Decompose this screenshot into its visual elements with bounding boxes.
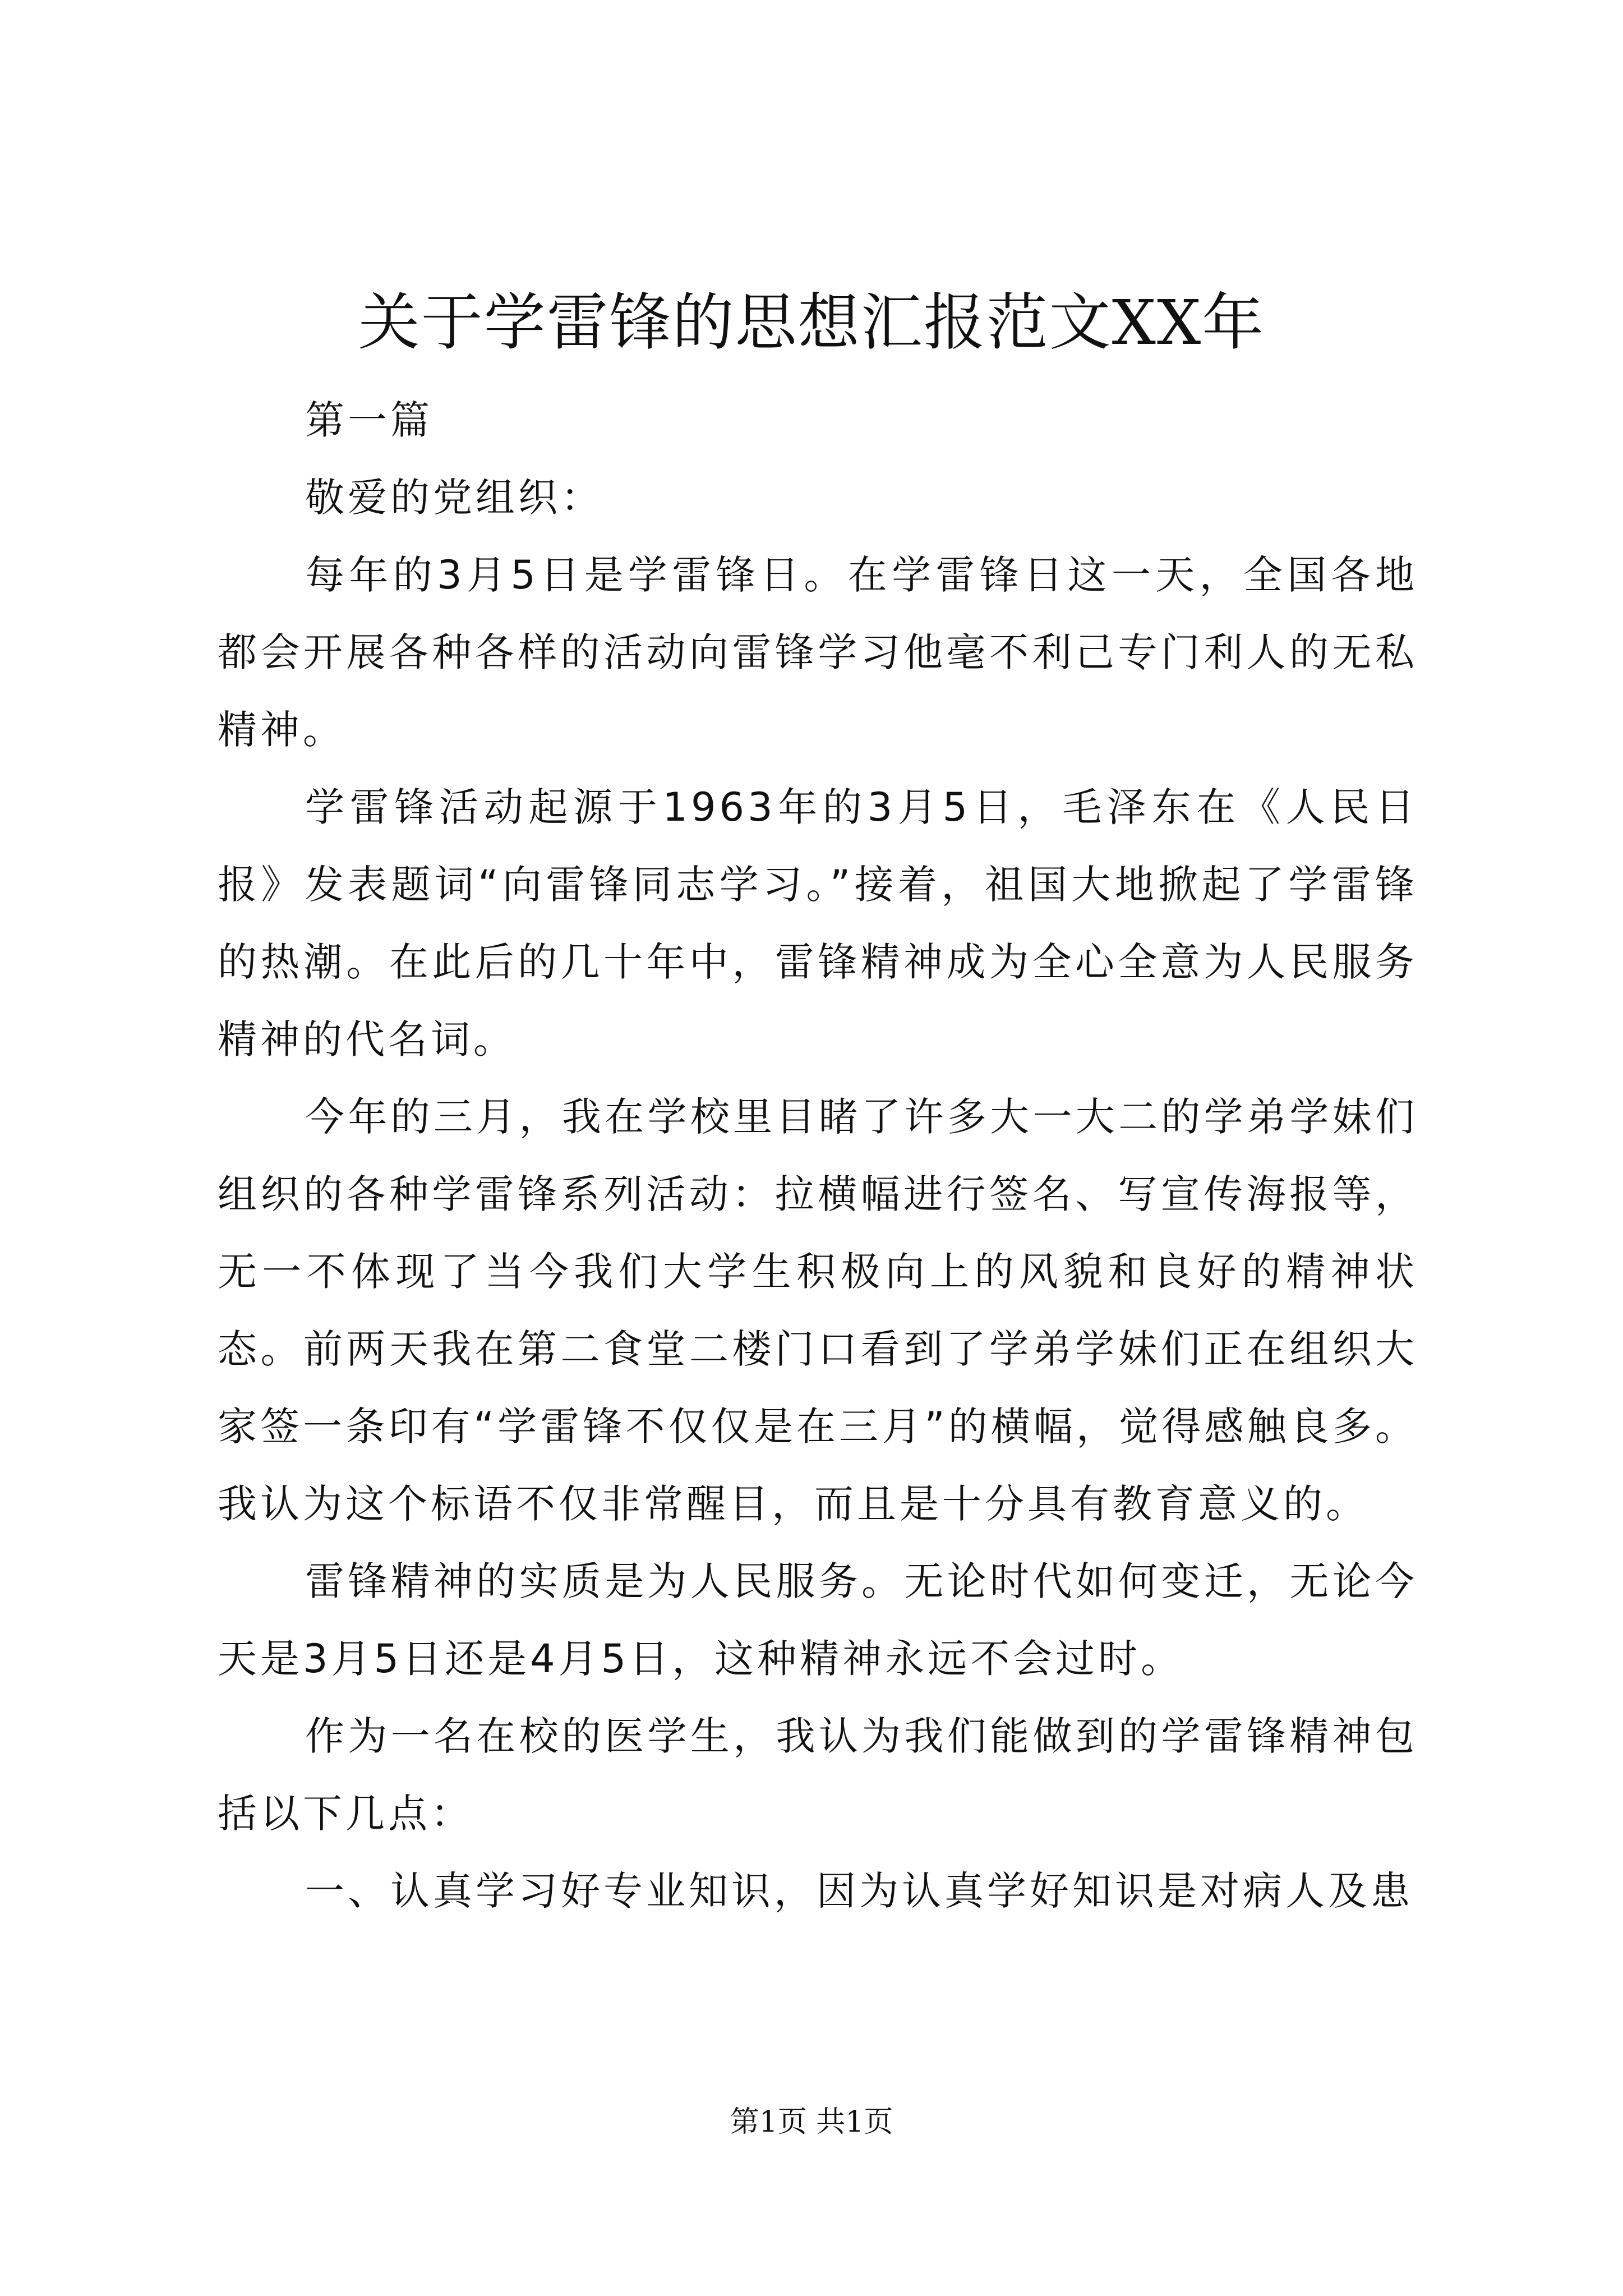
- paragraph: 每年的3月5日是学雷锋日。在学雷锋日这一天，全国各地都会开展各种各样的活动向雷锋学习他毫不利己专门利人的无私精神。: [218, 552, 1418, 753]
- paragraph: 雷锋精神的实质是为人民服务。无论时代如何变迁，无论今天是3月5日还是4月5日，这种精神永远不会过时。: [218, 1558, 1418, 1682]
- paragraph: 今年的三月，我在学校里目睹了许多大一大二的学弟学妹们组织的各种学雷锋系列活动：拉横幅进行签名、写宣传海报等，无一不体现了当今我们大学生积极向上的风貌和良好的精神状态。前两天我在第二食堂二楼门口看到了学弟学妹们正在组织大家签一条印有“学雷锋不仅仅是在三月”的横幅，觉得感触良多。我认为这个标语不仅非常醒目，而且是十分具有教育意义的。: [218, 1094, 1418, 1527]
- document-body: [218, 381, 1418, 1930]
- page-footer: 第1页 共1页: [730, 2105, 893, 2139]
- salutation: 敬爱的党组织：: [305, 475, 603, 521]
- paragraph: 作为一名在校的医学生，我认为我们能做到的学雷锋精神包括以下几点：: [218, 1713, 1418, 1837]
- paragraph: 一、认真学习好专业知识，因为认真学好知识是对病人及患: [305, 1868, 1413, 1914]
- section-heading: 第一篇: [305, 397, 433, 443]
- paragraph: 学雷锋活动起源于1963年的3月5日，毛泽东在《人民日报》发表题词“向雷锋同志学习。”接着，祖国大地掀起了学雷锋的热潮。在此后的几十年中，雷锋精神成为全心全意为人民服务精神的代名词。: [218, 784, 1418, 1062]
- document-title: 关于学雷锋的思想汇报范文XX年: [358, 287, 1265, 358]
